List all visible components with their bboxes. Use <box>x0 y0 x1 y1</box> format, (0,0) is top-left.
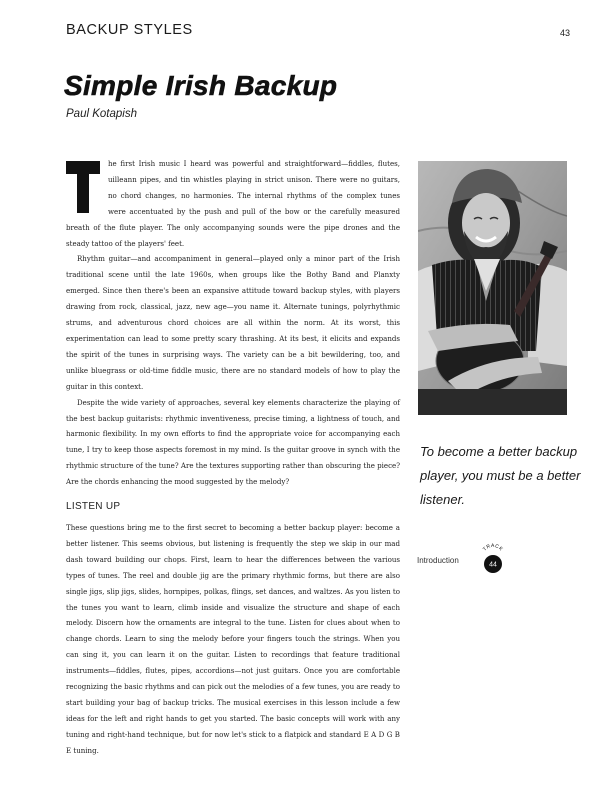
section-heading: LISTEN UP <box>66 501 121 513</box>
author-photo <box>418 161 567 415</box>
drop-cap-glyph <box>66 161 100 213</box>
body-column <box>66 156 400 759</box>
article-author: Paul Kotapish <box>66 108 137 120</box>
page-number: 43 <box>559 28 570 38</box>
article-title: Simple Irish Backup <box>64 70 338 101</box>
track-number: 44 <box>489 561 497 569</box>
portrait-image <box>418 161 567 415</box>
audio-track-reference <box>417 540 527 580</box>
section-paragraph: These questions bring me to the first secret to becoming a better backup player: become a better listener. This seems obvious, but listening is frequently the step we skip in our mad dash toward building our chops. First, learn to hear the differences between the various types of tunes. The reel and double jig are the primary rhythmic forms, but there are also single jigs, slip jigs, slides, hornpipes, polkas, flings, set dances, and waltzes. As you listen to the tunes you want to learn, climb inside and visualize the structure and shape of each melody. Discern how the ornaments are integral to the tune. Listen for clues about when to change chords. Learn to sing the melody before your fingers touch the strings. When you can sing it, you can learn it on the guitar. Listen to recordings that feature traditional instruments—fiddles, flutes, pipes, accordions—not just guitars. Once you are comfortable recognizing the basic rhythms and can pick out the melodies of a few tunes, you are ready to start building your bag of backup tricks. The musical exercises in this lesson include a few ideas for the left and right hands to get you started. The basic concepts will work with any tuning and right-hand technique, but for now let's stick to a flatpick and standard E A D G B E tuning. <box>66 523 400 755</box>
track-label: Introduction <box>417 556 459 565</box>
svg-text:TRACK <box>482 543 504 553</box>
track-badge-icon <box>480 542 506 576</box>
paragraph-2: Rhythm guitar—and accompaniment in general—played only a minor part of the Irish traditional scene until the late 1960s, when groups like the Bothy Band and Planxty emerged. Since then there's been an expansive attitude toward backup styles, with players drawing from rock, classical, jazz, new age—you name it. Alternate tunings, polyrhythmic strums, and adventurous chord choices are all within the norm. At its worst, this experimentation can lead to some pretty scary thrashing. At its best, it elicits and expands the spirit of the tunes in surprising ways. The variety can be a bit bewildering, too, and unlike bluegrass or old-time fiddle music, there are no standard models of how to play the guitar in this context. <box>66 254 400 391</box>
paragraph-3: Despite the wide variety of approaches, several key elements characterize the playing of the best backup guitarists: rhythmic inventiveness, precise timing, a lightness of touch, and harmonic flexibility. In my own efforts to find the appropriate voice for accompanying each tune, I try to keep those aspects foremost in my mind. Is the guitar groove in synch with the rhythmic structure of the tune? Are the textures supporting rather than obscuring the piece? Are the chords enhancing the mood suggested by the melody? <box>66 397 400 487</box>
paragraph-1 <box>66 156 400 251</box>
drop-cap <box>66 161 100 213</box>
paragraph-1-text: he first Irish music I heard was powerful and straightforward—fiddles, flutes, uilleann pipes, and tin whistles playing in strict unison. There were no guitars, no chord changes, no harmonies. The internal rhythms of the complex tunes were accentuated by the push and pull of the bow or the carefully measured breath of the flute player. The only accompanying sounds were the pipe drones and the steady tattoo of the players' feet. <box>66 159 400 248</box>
running-head: BACKUP STYLES <box>66 22 193 38</box>
track-badge-arc-text: TRACK <box>481 542 505 553</box>
track-badge <box>480 542 506 576</box>
pull-quote: To become a better backup player, you must be a better listener. <box>420 444 581 507</box>
